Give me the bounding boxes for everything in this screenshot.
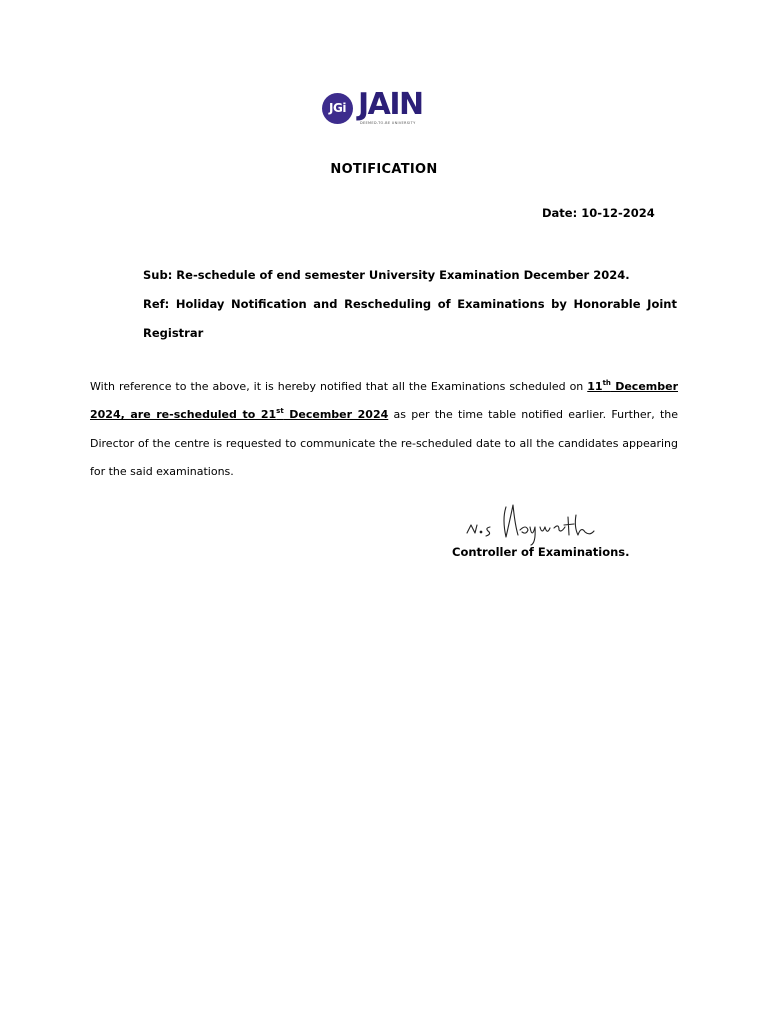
body-text-intro: With reference to the above, it is hereby notified that all the Examinations scheduled on — [90, 380, 588, 393]
reference-line: Ref: Holiday Notification and Rescheduling of Examinations by Honorable Joint Registrar — [143, 297, 677, 340]
new-date-suffix: st — [276, 407, 284, 416]
original-date-day: 11 — [587, 380, 603, 393]
logo-tagline: DEEMED-TO-BE UNIVERSITY — [360, 121, 416, 125]
signatory-title: Controller of Examinations. — [452, 545, 630, 559]
notification-date: Date: 10-12-2024 — [542, 206, 655, 220]
subject-reference-block — [143, 261, 677, 348]
logo-badge: JGi — [322, 93, 353, 124]
body-paragraph — [90, 373, 678, 486]
handwritten-signature — [462, 497, 612, 547]
jain-university-logo — [322, 87, 446, 128]
document-title: NOTIFICATION — [330, 162, 438, 177]
new-date-rest: December 2024 — [283, 408, 389, 422]
original-date-rest: December 2024, are re-scheduled to 21 — [90, 380, 679, 422]
logo-wordmark: JAIN — [358, 87, 423, 122]
subject-line: Sub: Re-schedule of end semester University Examination December 2024. — [143, 268, 630, 282]
notification-body — [90, 373, 678, 486]
original-date-suffix: th — [602, 379, 611, 387]
body-text-outro: as per the time table notified earlier. Further, the Director of the centre is requested to communicate the re-scheduled date to all the candidates appearing for the said examinations. — [90, 408, 678, 478]
